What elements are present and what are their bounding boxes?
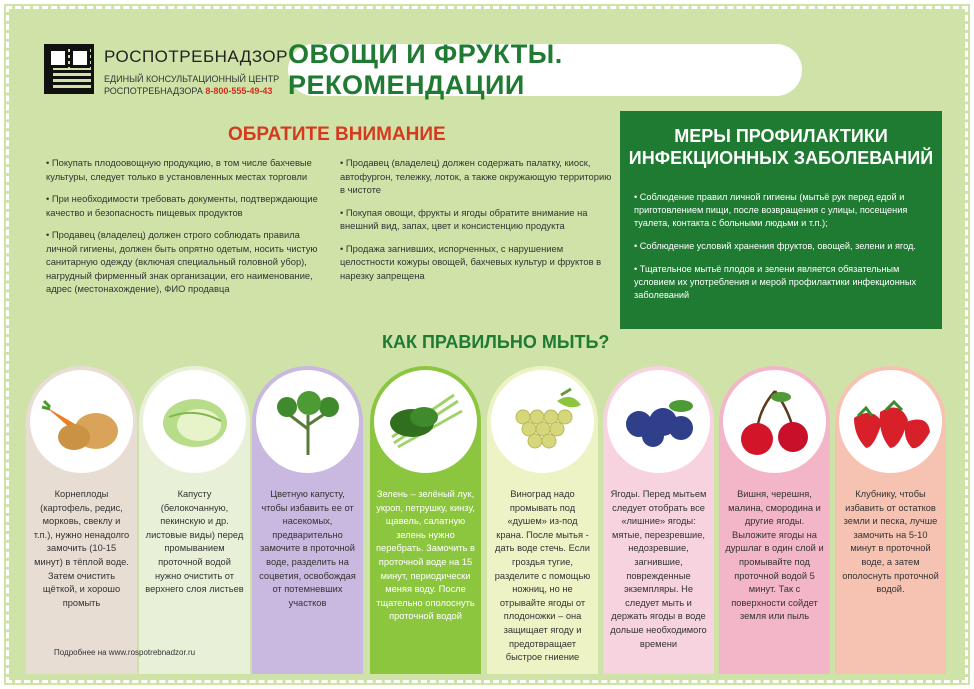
- org-subtitle-line2: [104, 86, 272, 96]
- wash-card-blueberries: [603, 366, 714, 674]
- wash-card-text: Цветную капусту, чтобы избавить ее от насекомых, предварительно замочите в проточной воде, разделить на соцветия, освобождая от потемневших участков: [259, 489, 356, 608]
- attention-item: • Продавец (владелец) должен строго соблюдать правила личной гигиены, должен быть опрятно одетым, носить чистую санитарную одежду (включая специальный головной убор), нагрудный фирменный знак организации, его наименование, адрес (местонахождение), ФИО продавца: [46, 229, 318, 294]
- prevention-item: • Соблюдение условий хранения фруктов, овощей, зелени и ягод.: [634, 241, 916, 251]
- org-subtitle: ЕДИНЫЙ КОНСУЛЬТАЦИОННЫЙ ЦЕНТР: [104, 74, 280, 84]
- wash-card-greens: [370, 366, 481, 674]
- attention-column-mid: [340, 156, 618, 291]
- attention-item: • Продавец (владелец) должен содержать палатку, киоск, автофургон, тележку, лоток, а также окружающую территорию в чистоте: [340, 157, 612, 195]
- prevention-list: [634, 191, 932, 312]
- attention-title: ОБРАТИТЕ ВНИМАНИЕ: [228, 124, 446, 145]
- cauliflower-icon: [256, 370, 359, 473]
- wash-card-strawberries: [835, 366, 946, 674]
- wash-card-text: Вишня, черешня, малина, смородина и другие ягоды. Выложите ягоды на дуршлаг в один слой и промывайте под проточной водой 5 минут. Так с поверхности сойдет земля или пыль: [725, 489, 824, 622]
- org-name: РОСПОТРЕБНАДЗОР: [104, 47, 288, 66]
- prevention-item: • Соблюдение правил личной гигиены (мытьё рук перед едой и приготовлением пищи, после возвращения с улицы, посещения туалета, контакта с больными людьми и т.п.);: [634, 192, 908, 228]
- wash-card-text: Корнеплоды (картофель, редис, морковь, свеклу и т.п.), нужно ненадолго замочить (10-15 минут) в тёплой воде. Затем очистить щёткой, и хорошо промыть: [33, 489, 130, 608]
- cherries-icon: [723, 370, 826, 473]
- root-vegetables-icon: [30, 370, 133, 473]
- prevention-item: • Тщательное мытьё плодов и зелени является обязательным условием их употребления и мерой профилактики инфекционных заболеваний: [634, 264, 917, 300]
- wash-card-text: Клубнику, чтобы избавить от остатков земли и песка, лучше замочить на 5-10 минут в проточной воде, а затем ополоснуть проточной водой.: [842, 489, 939, 595]
- attention-item: • Покупая овощи, фрукты и ягоды обратите внимание на внешний вид, запах, цвет и консистенцию продукта: [340, 206, 588, 231]
- wash-card-text: Капусту (белокочанную, пекинскую и др. листовые виды) перед промыванием проточной водой нужно очистить от верхнего слоя листьев: [145, 489, 244, 595]
- attention-item: • Покупать плодоовощную продукцию, в том числе бахчевые культуры, следует только в установленных местах торговли: [46, 157, 312, 182]
- cabbage-icon: [143, 370, 246, 473]
- wash-card-root-vegetables: [26, 366, 137, 674]
- greens-icon: [374, 370, 477, 473]
- prevention-title-line2: ИНФЕКЦИОННЫХ ЗАБОЛЕВАНИЙ: [628, 148, 934, 168]
- how-to-wash-title: КАК ПРАВИЛЬНО МЫТЬ?: [382, 332, 610, 352]
- wash-card-text: Ягоды. Перед мытьем следует отобрать все «лишние» ягоды: мятые, перезревшие, недозревшие, загнившие, поврежденные экземпляры. Не следует мыть и держать ягоды в воде дольше необходимого времени: [610, 489, 707, 649]
- wash-card-text: Зелень – зелёный лук, укроп, петрушку, кинзу, щавель, салатную зелень нужно перебрать. Замочить в проточной воде на 15 минут, периодически меняя воду. После тщательно ополоснуть проточной водой: [376, 489, 475, 622]
- poster-title: ОВОЩИ И ФРУКТЫ. РЕКОМЕНДАЦИИ: [288, 39, 563, 100]
- wash-card-text: Виноград надо промывать под «душем» из-под крана. После мытья - дать воде стечь. Если гроздья тугие, разделите с помощью ножниц, но не отрывайте ягоды от плодоножки – она защищает ягоду и предотвращает быстрое гниение: [494, 489, 591, 663]
- strawberries-icon: [839, 370, 942, 473]
- attention-column-left: [46, 156, 328, 305]
- blueberries-icon: [607, 370, 710, 473]
- prevention-box: [620, 111, 942, 329]
- prevention-title-line1: МЕРЫ ПРОФИЛАКТИКИ: [674, 126, 888, 146]
- attention-item: • Продажа загнивших, испорченных, с нарушением целостности кожуры овощей, бахчевых культур и фруктов в нарезку запрещена: [340, 242, 602, 281]
- poster-title-banner: [288, 39, 802, 100]
- wash-card-grapes: [487, 366, 598, 674]
- qr-code-icon: [44, 44, 94, 94]
- attention-item: • При необходимости требовать документы, подтверждающие качество и безопасность пищевых продуктов: [46, 193, 318, 218]
- grapes-icon: [491, 370, 594, 473]
- wash-card-cabbage: [139, 366, 250, 674]
- hotline-phone: 8-800-555-49-43: [205, 86, 273, 96]
- org-subtitle-text: РОСПОТРЕБНАДЗОРА: [104, 86, 203, 96]
- prevention-title: [620, 125, 942, 169]
- wash-card-cherries: [719, 366, 830, 674]
- footer-link-text: Подробнее на www.rospotrebnadzor.ru: [54, 648, 196, 657]
- wash-card-cauliflower: [252, 366, 363, 674]
